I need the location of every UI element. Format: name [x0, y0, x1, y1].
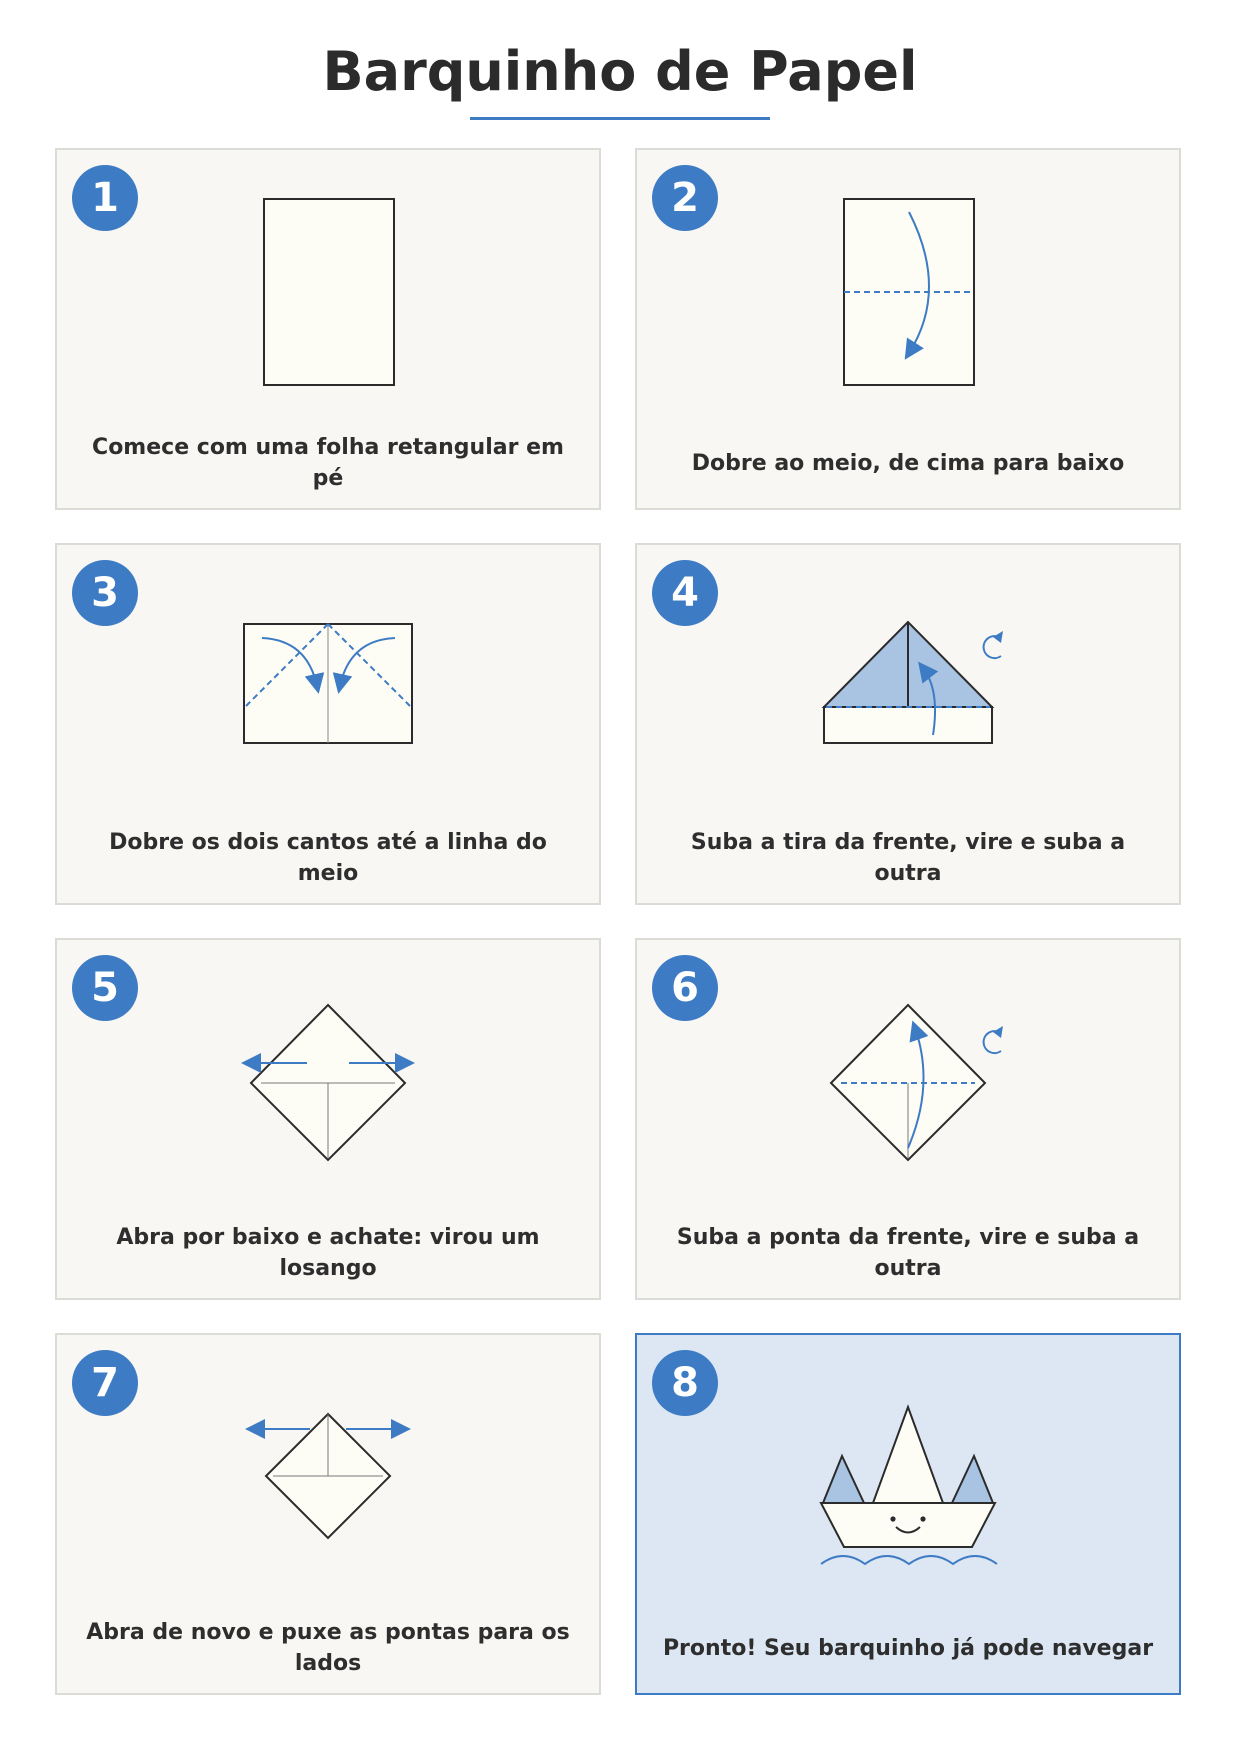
- step-panel-3: [55, 543, 601, 905]
- step-caption: Suba a tira da frente, vire e suba a outra: [690, 830, 1126, 886]
- step-panel-1: [55, 148, 601, 510]
- step-panel-8: [635, 1333, 1181, 1695]
- step-number-badge: 6: [652, 955, 718, 1021]
- step-panel-5: [55, 938, 601, 1300]
- step-caption: Comece com uma folha retangular em pé: [92, 435, 564, 491]
- step-number-badge: 4: [652, 560, 718, 626]
- boat-hull: [821, 1503, 995, 1547]
- step-panel-4: [635, 543, 1181, 905]
- step-caption: Dobre ao meio, de cima para baixo: [691, 450, 1125, 476]
- step-number-badge: 7: [72, 1350, 138, 1416]
- step-panel-7: [55, 1333, 601, 1695]
- step-number-badge: 2: [652, 165, 718, 231]
- main-sail: [873, 1407, 943, 1503]
- rotate-arrow-icon: [984, 631, 1003, 658]
- bottom-strip: [824, 707, 992, 743]
- water-waves-icon: [821, 1556, 997, 1564]
- paper-sheet: [264, 199, 394, 385]
- rotate-arrow-icon: [984, 1026, 1003, 1053]
- step-number-badge: 5: [72, 955, 138, 1021]
- step-caption: Pronto! Seu barquinho já pode navegar: [662, 1635, 1154, 1661]
- step-caption: Dobre os dois cantos até a linha do meio: [109, 830, 547, 886]
- step-panel-6: [635, 938, 1181, 1300]
- step-number-badge: 3: [72, 560, 138, 626]
- left-sail: [823, 1456, 864, 1503]
- right-sail: [952, 1456, 993, 1503]
- step-caption: Abra de novo e puxe as pontas para os lados: [86, 1620, 570, 1676]
- step-number-badge: 1: [72, 165, 138, 231]
- step-number-badge: 8: [652, 1350, 718, 1416]
- title-underline: [470, 117, 770, 120]
- step-caption: Abra por baixo e achate: virou um losango: [116, 1225, 540, 1281]
- page-title: Barquinho de Papel: [322, 40, 918, 103]
- step-panel-2: [635, 148, 1181, 510]
- step-caption: Suba a ponta da frente, vire e suba a outra: [676, 1225, 1140, 1281]
